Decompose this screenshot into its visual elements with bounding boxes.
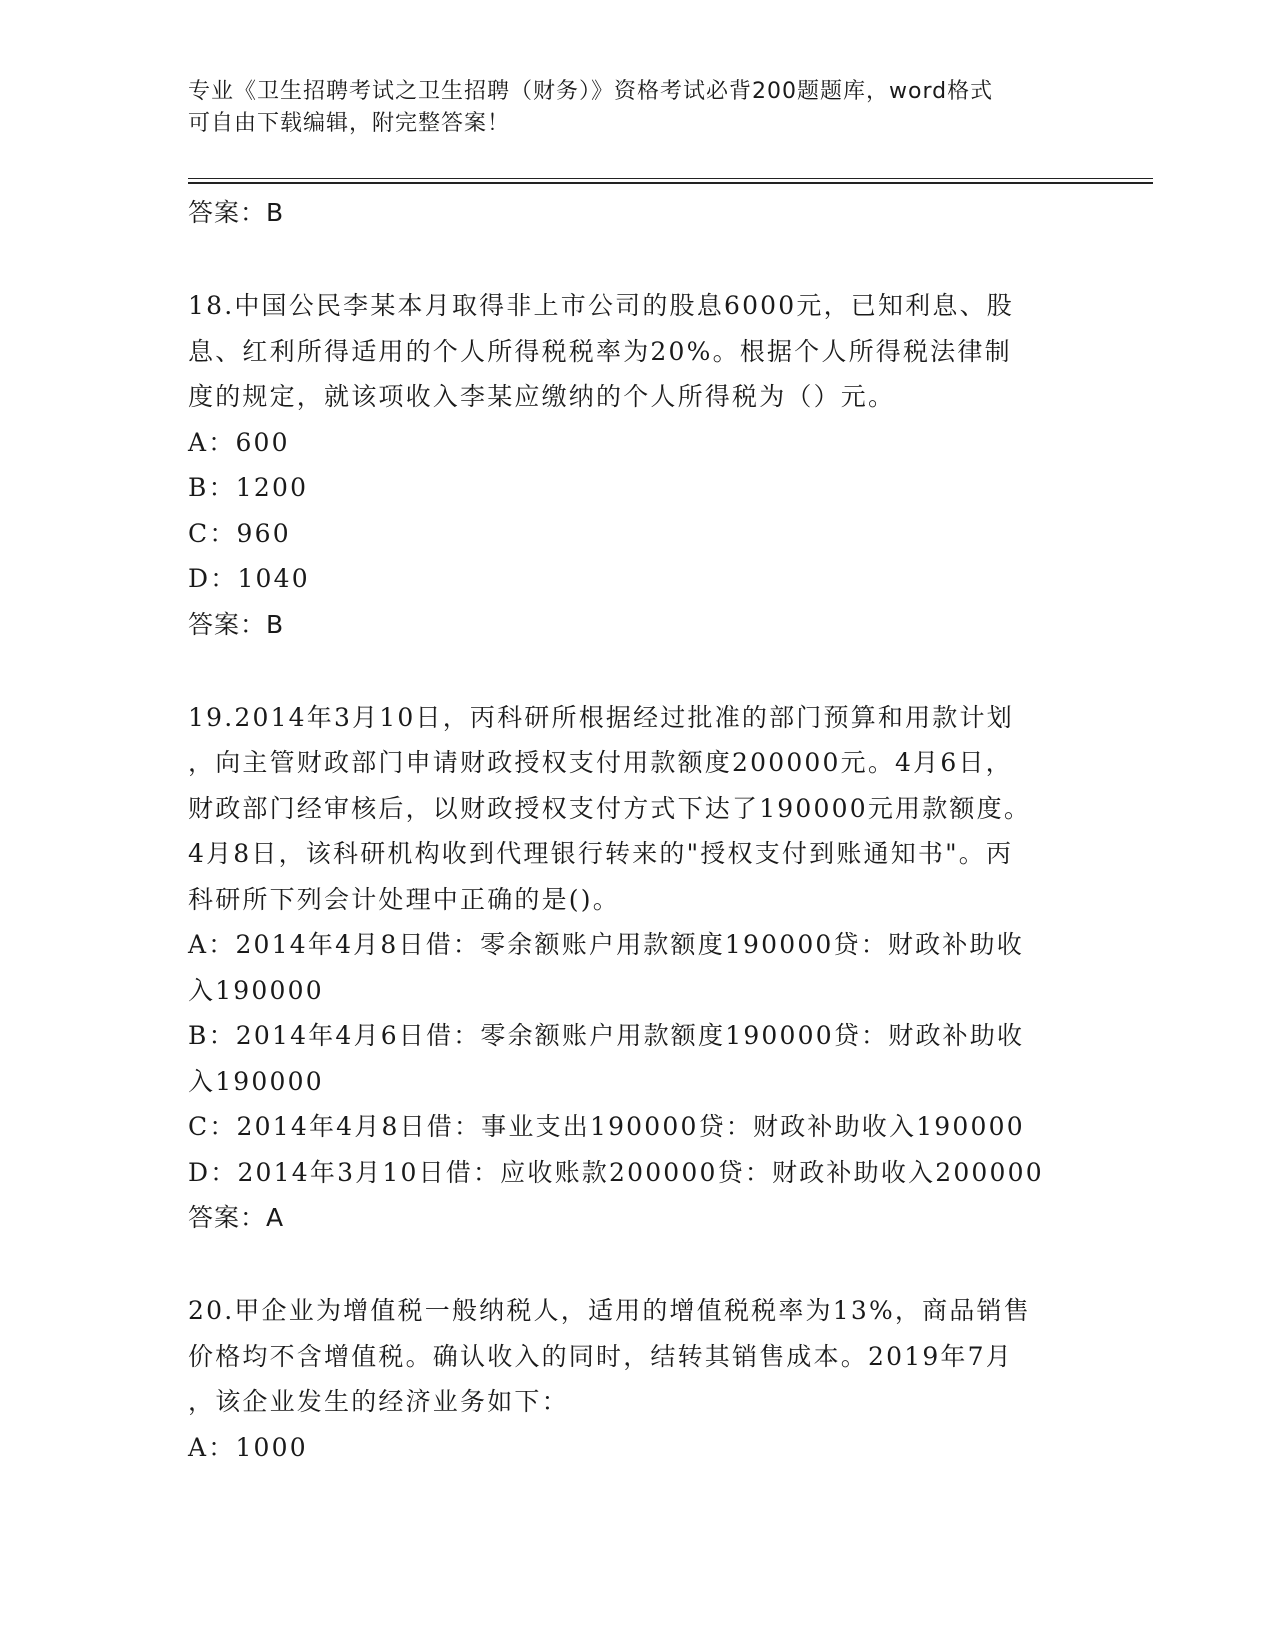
option-b: B：2014年4月6日借：零余额账户用款额度190000贷：财政补助收 — [188, 1021, 1025, 1050]
option-d: D：2014年3月10日借：应收账款200000贷：财政补助收入200000 — [188, 1157, 1044, 1187]
question-stem-line: 度的规定，就该项收入李某应缴纳的个人所得税为（）元。 — [188, 382, 896, 411]
answer-line: 答案：A — [188, 1203, 285, 1232]
spacer — [188, 1240, 1088, 1288]
spacer — [188, 647, 1088, 695]
option-a: A：2014年4月8日借：零余额账户用款额度190000贷：财政补助收 — [188, 930, 1024, 959]
option-b: B：1200 — [188, 473, 309, 502]
option-d: D：1040 — [188, 564, 310, 593]
question-stem-line: 20.甲企业为增值税一般纳税人，适用的增值税税率为13%，商品销售 — [188, 1296, 1031, 1325]
header-divider-thick — [188, 182, 1153, 184]
question-19 — [188, 695, 1088, 1241]
question-stem-line: 科研所下列会计处理中正确的是()。 — [188, 884, 620, 914]
answer-line: 答案：B — [188, 609, 285, 639]
spacer — [188, 235, 1088, 283]
option-c: C：960 — [188, 518, 291, 548]
question-stem-line: 18.中国公民李某本月取得非上市公司的股息6000元，已知利息、股 — [188, 291, 1014, 320]
question-stem-line: ，向主管财政部门申请财政授权支付用款额度200000元。4月6日， — [188, 748, 1013, 777]
document-header — [188, 76, 1088, 140]
header-line-1: 专业《卫生招聘考试之卫生招聘（财务）》资格考试必背200题题库，word格式 — [188, 79, 994, 104]
option-a-continued: 入190000 — [188, 975, 324, 1005]
answer-line: 答案：B — [188, 198, 285, 227]
question-stem-line: 19.2014年3月10日，丙科研所根据经过批准的部门预算和用款计划 — [188, 702, 1014, 732]
header-line-2: 可自由下载编辑，附完整答案！ — [188, 111, 511, 136]
question-stem-line: 财政部门经审核后，以财政授权支付方式下达了190000元用款额度。 — [188, 793, 1032, 823]
header-divider-thin — [188, 178, 1153, 179]
option-a: A：1000 — [188, 1432, 308, 1462]
question-stem-line: 息、红利所得适用的个人所得税税率为20%。根据个人所得税法律制 — [188, 336, 1012, 366]
question-18 — [188, 283, 1088, 647]
question-content — [188, 190, 1088, 1470]
option-b-continued: 入190000 — [188, 1066, 324, 1096]
question-stem-line: 价格均不含增值税。确认收入的同时，结转其销售成本。2019年7月 — [188, 1341, 1013, 1371]
question-stem-line: ，该企业发生的经济业务如下： — [188, 1387, 569, 1416]
question-stem-line: 4月8日，该科研机构收到代理银行转来的"授权支付到账通知书"。丙 — [188, 839, 1014, 868]
option-c: C：2014年4月8日借：事业支出190000贷：财政补助收入190000 — [188, 1112, 1025, 1141]
question-20 — [188, 1288, 1088, 1470]
option-a: A：600 — [188, 427, 290, 457]
